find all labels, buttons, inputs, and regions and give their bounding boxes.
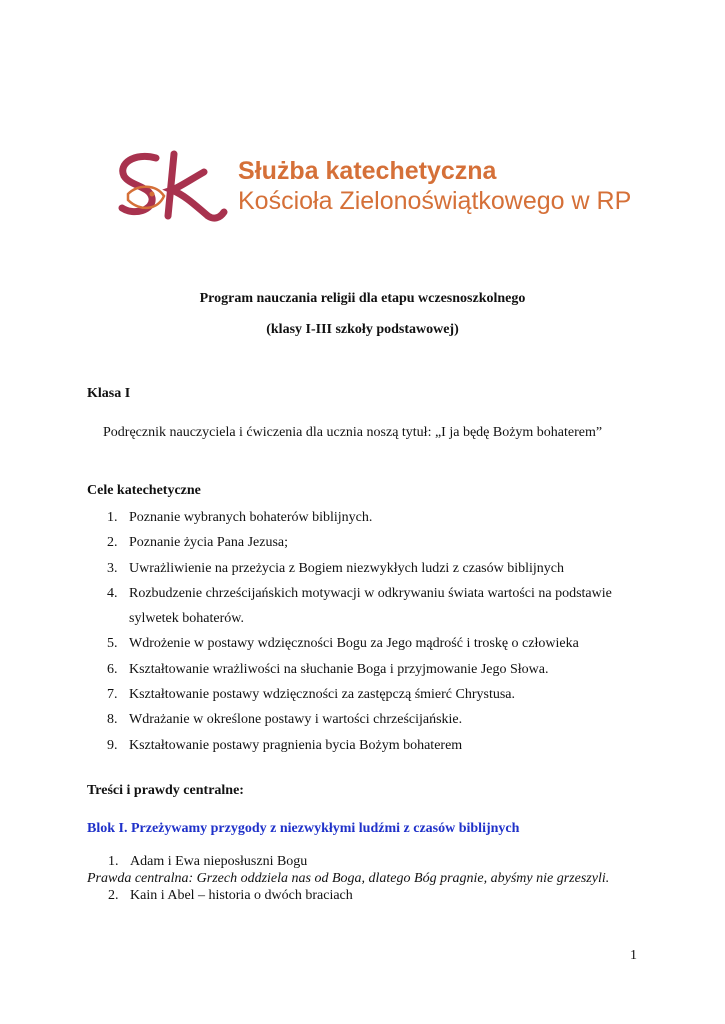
list-item <box>87 682 647 707</box>
contents-heading: Treści i prawdy centralne: <box>87 783 244 798</box>
list-item-text: Poznanie życia Pana Jezusa; <box>129 535 288 551</box>
list-item-number: 9. <box>107 737 118 753</box>
goals-heading: Cele katechetyczne <box>87 483 201 498</box>
logo <box>116 150 632 222</box>
list-item <box>87 505 647 530</box>
list-item-text: Poznanie wybranych bohaterów biblijnych. <box>129 510 373 525</box>
list-item <box>87 707 647 732</box>
logo-line-2: Kościoła Zielonoświątkowego w RP <box>238 187 632 215</box>
list-item-number: 4. <box>107 585 118 601</box>
list-item-number: 6. <box>107 661 118 677</box>
list-item-text: Rozbudzenie chrześcijańskich motywacji w odkrywaniu świata wartości na podstawie sylwetek bohaterów. <box>129 585 612 627</box>
document-subtitle: (klasy I-III szkoły podstawowej) <box>266 322 459 337</box>
topic-title: Kain i Abel – historia o dwóch braciach <box>130 888 353 903</box>
topic-item <box>108 887 638 904</box>
list-item-text: Uwrażliwienie na przeżycia z Bogiem niezwykłych ludzi z czasów biblijnych <box>129 560 564 576</box>
list-item-number: 2. <box>107 535 118 551</box>
list-item-text: Kształtowanie postawy pragnienia bycia Bożym bohaterem <box>129 737 463 753</box>
list-item-text: Kształtowanie wrażliwości na słuchanie Boga i przyjmowanie Jego Słowa. <box>129 661 549 677</box>
topic-number: 1. <box>108 854 119 869</box>
list-item-text: Wdrożenie w postawy wdzięczności Bogu za Jego mądrość i troskę o człowieka <box>129 636 579 652</box>
list-item <box>87 530 647 555</box>
logo-mark-icon <box>116 150 236 222</box>
list-item <box>87 581 647 632</box>
document-title: Program nauczania religii dla etapu wczesnoszkolnego <box>199 291 526 306</box>
class-heading: Klasa I <box>87 386 131 401</box>
list-item-text: Wdrażanie w określone postawy i wartości chrześcijańskie. <box>129 712 463 728</box>
block-heading: Blok I. Przeżywamy przygody z niezwykłymi ludźmi z czasów biblijnych <box>87 821 520 836</box>
topic-number: 2. <box>108 888 119 903</box>
topics-list <box>87 853 638 904</box>
class-intro: Podręcznik nauczyciela i ćwiczenia dla ucznia noszą tytuł: „I ja będę Bożym bohaterem” <box>103 425 603 440</box>
list-item-number: 5. <box>107 636 118 652</box>
list-item-text: Kształtowanie postawy wdzięczności za zastępczą śmierć Chrystusa. <box>129 687 516 703</box>
logo-text <box>238 156 631 216</box>
topic-item <box>108 853 638 870</box>
list-item <box>87 733 647 758</box>
topic-title: Adam i Ewa nieposłuszni Bogu <box>130 854 308 869</box>
list-item <box>87 556 647 581</box>
list-item-number: 7. <box>107 687 118 703</box>
central-truth: Prawda centralna: Grzech oddziela nas od Boga, dlatego Bóg pragnie, abyśmy nie grzeszyli. <box>87 871 610 886</box>
list-item-number: 1. <box>107 510 118 525</box>
logo-line-1: Służba katechetyczna <box>238 157 497 185</box>
page-number: 1 <box>630 948 637 963</box>
list-item <box>87 631 647 656</box>
list-item-number: 8. <box>107 712 118 728</box>
list-item <box>87 657 647 682</box>
goals-list <box>87 505 647 758</box>
list-item-number: 3. <box>107 560 118 576</box>
